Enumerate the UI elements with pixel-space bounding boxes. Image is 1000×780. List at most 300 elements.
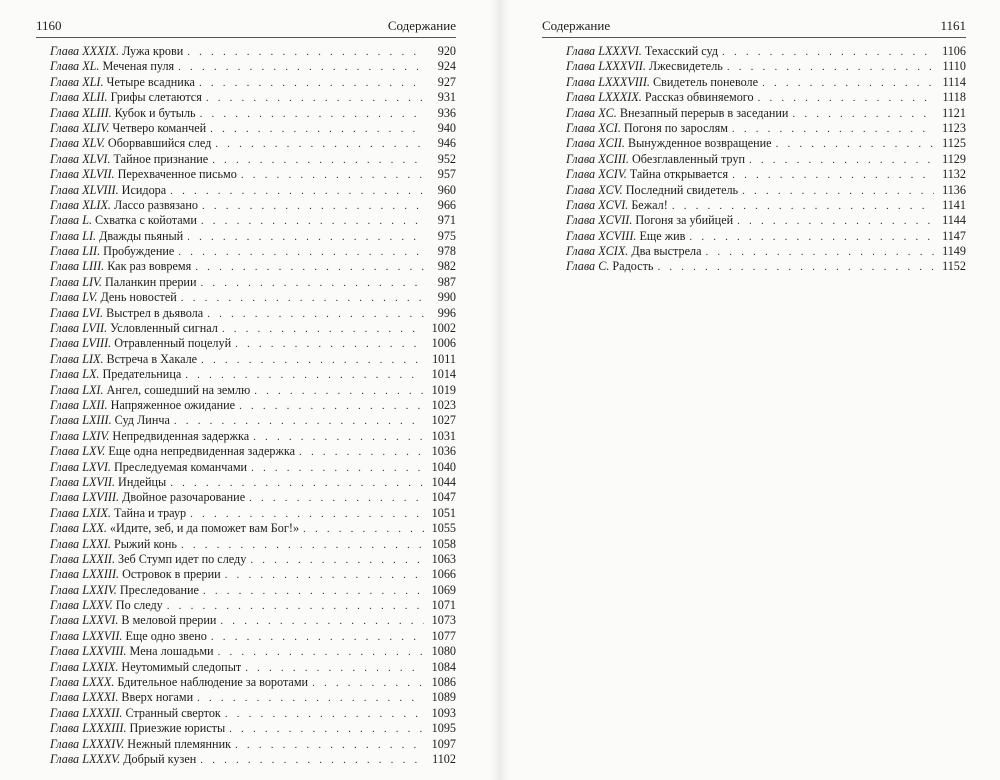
page-ref: 1066	[431, 567, 456, 582]
chapter-number: Глава LXVI.	[50, 459, 111, 474]
page-ref: 1106	[942, 44, 966, 58]
chapter-title: Приезжие юристы	[129, 721, 226, 736]
chapter-title: Напряженное ожидание	[110, 397, 236, 412]
chapter-number: Глава LI.	[50, 228, 97, 243]
page-ref: 1093	[431, 705, 456, 720]
chapter-title: Исидора	[121, 182, 167, 197]
dot-leader	[215, 137, 424, 152]
chapter-title: Зеб Стумп идет по следу	[118, 551, 247, 566]
toc-entry	[50, 737, 456, 752]
page-ref: 1123	[942, 120, 966, 135]
page-ref: 1031	[431, 428, 456, 443]
toc-entry	[50, 475, 456, 490]
toc-list	[566, 44, 966, 275]
page-ref: 1023	[431, 397, 456, 412]
chapter-number: Глава LXXI.	[50, 536, 111, 551]
page-ref: 924	[437, 59, 456, 74]
page-ref: 1080	[431, 644, 456, 659]
chapter-title: День новостей	[100, 290, 177, 305]
toc-list	[50, 44, 456, 767]
chapter-title: Четыре всадника	[106, 74, 195, 89]
dot-leader	[792, 107, 934, 122]
chapter-number: Глава XCIII.	[566, 151, 629, 166]
chapter-title: Еще одно звено	[125, 628, 207, 643]
toc-entry	[566, 244, 966, 259]
page-ref: 936	[437, 105, 456, 120]
toc-entry	[50, 121, 456, 136]
chapter-number: Глава LXXXV.	[50, 751, 121, 766]
dot-leader	[732, 168, 934, 183]
chapter-number: Глава LXXXIV.	[50, 736, 125, 751]
chapter-title: Как раз вовремя	[107, 259, 192, 274]
page-ref: 1073	[431, 613, 456, 628]
page-ref: 1095	[431, 721, 456, 736]
page-ref: 1149	[942, 244, 966, 259]
toc-entry	[50, 552, 456, 567]
chapter-number: Глава LXXXVIII.	[566, 74, 650, 89]
chapter-number: Глава XCI.	[566, 120, 621, 135]
toc-entry	[50, 752, 456, 767]
page-ref: 927	[437, 74, 456, 89]
dot-leader	[249, 491, 424, 506]
dot-leader	[195, 260, 424, 275]
dot-leader	[742, 184, 934, 199]
dot-leader	[201, 214, 424, 229]
chapter-title: Встреча в Хакале	[106, 351, 198, 366]
chapter-number: Глава LXXIII.	[50, 567, 120, 582]
dot-leader	[178, 245, 424, 260]
toc-entry	[50, 644, 456, 659]
page-ref: 1047	[431, 490, 456, 505]
toc-entry	[566, 121, 966, 136]
dot-leader	[167, 599, 424, 614]
chapter-number: Глава XLVI.	[50, 151, 111, 166]
toc-entry	[50, 629, 456, 644]
page-ref: 1089	[431, 690, 456, 705]
page-ref: 1055	[431, 521, 456, 536]
dot-leader	[239, 399, 424, 414]
chapter-number: Глава LXXXII.	[50, 705, 123, 720]
chapter-number: Глава XXXIX.	[50, 44, 120, 58]
chapter-number: Глава LVII.	[50, 321, 108, 336]
dot-leader	[218, 645, 424, 660]
toc-entry	[50, 136, 456, 151]
chapter-number: Глава LXXV.	[50, 598, 113, 613]
dot-leader	[749, 153, 934, 168]
dot-leader	[210, 122, 424, 137]
chapter-number: Глава XLI.	[50, 74, 104, 89]
chapter-number: Глава XLIX.	[50, 197, 111, 212]
chapter-title: Ангел, сошедший на землю	[106, 382, 251, 397]
chapter-title: Меченая пуля	[102, 59, 175, 74]
chapter-number: Глава XCV.	[566, 182, 623, 197]
page-ref: 1077	[431, 628, 456, 643]
chapter-title: Лассо развязано	[113, 197, 198, 212]
chapter-number: Глава LIV.	[50, 274, 102, 289]
chapter-title: Индейцы	[118, 474, 167, 489]
chapter-number: Глава XCVII.	[566, 213, 633, 228]
page-ref: 1102	[432, 751, 456, 766]
dot-leader	[200, 107, 424, 122]
page-ref: 966	[437, 197, 456, 212]
toc-entry	[50, 90, 456, 105]
chapter-title: Два выстрела	[631, 244, 702, 259]
chapter-number: Глава LXXIV.	[50, 582, 117, 597]
page-ref: 1002	[431, 321, 456, 336]
toc-entry	[50, 306, 456, 321]
toc-entry	[50, 75, 456, 90]
toc-entry	[50, 444, 456, 459]
toc-entry	[566, 198, 966, 213]
dot-leader	[706, 245, 935, 260]
toc-entry	[566, 152, 966, 167]
chapter-number: Глава XCII.	[566, 136, 625, 151]
chapter-number: Глава LIII.	[50, 259, 105, 274]
dot-leader	[732, 122, 934, 137]
dot-leader	[251, 461, 424, 476]
chapter-number: Глава LXXXI.	[50, 690, 119, 705]
page-ref: 1063	[431, 551, 456, 566]
page-ref: 1121	[942, 105, 966, 120]
dot-leader	[235, 738, 424, 753]
chapter-number: Глава LII.	[50, 244, 101, 259]
chapter-number: Глава LXIV.	[50, 428, 110, 443]
toc-entry	[50, 290, 456, 305]
chapter-title: Тайна открывается	[629, 167, 729, 182]
toc-entry	[50, 275, 456, 290]
chapter-number: Глава LXXX.	[50, 675, 115, 690]
dot-leader	[206, 91, 424, 106]
chapter-title: Тайна и траур	[113, 505, 187, 520]
chapter-title: Лжесвидетель	[648, 59, 723, 74]
chapter-title: Суд Линча	[114, 413, 170, 428]
toc-entry	[566, 229, 966, 244]
chapter-number: Глава LXII.	[50, 397, 108, 412]
page-ref: 952	[437, 151, 456, 166]
chapter-number: Глава LXI.	[50, 382, 104, 397]
dot-leader	[202, 199, 424, 214]
dot-leader	[212, 153, 424, 168]
dot-leader	[225, 568, 424, 583]
chapter-number: Глава LV.	[50, 290, 98, 305]
dot-leader	[689, 230, 934, 245]
chapter-title: Рассказ обвиняемого	[644, 90, 754, 105]
toc-entry	[50, 59, 456, 74]
toc-entry	[50, 690, 456, 705]
toc-entry	[566, 167, 966, 182]
chapter-title: Кубок и бутыль	[114, 105, 196, 120]
chapter-number: Глава LXXIX.	[50, 659, 119, 674]
right-page	[508, 0, 1000, 780]
dot-leader	[170, 476, 424, 491]
chapter-number: Глава L.	[50, 213, 93, 228]
toc-entry	[50, 167, 456, 182]
chapter-title: Выстрел в дьявола	[106, 305, 204, 320]
chapter-title: Непредвиденная задержка	[112, 428, 250, 443]
header-rule	[542, 37, 966, 38]
toc-entry	[50, 198, 456, 213]
page-ref: 1071	[431, 598, 456, 613]
page-ref: 1125	[942, 136, 966, 151]
chapter-title: Бежал!	[631, 197, 668, 212]
toc-entry	[50, 613, 456, 628]
chapter-number: Глава XLVIII.	[50, 182, 119, 197]
chapter-number: Глава LVI.	[50, 305, 104, 320]
dot-leader	[207, 307, 424, 322]
dot-leader	[200, 276, 424, 291]
dot-leader	[178, 60, 424, 75]
dot-leader	[776, 137, 934, 152]
dot-leader	[762, 76, 934, 91]
page-ref: 1011	[432, 351, 456, 366]
page-ref: 1147	[942, 228, 966, 243]
toc-entry	[50, 506, 456, 521]
dot-leader	[170, 184, 424, 199]
toc-entry	[566, 213, 966, 228]
page-ref: 971	[437, 213, 456, 228]
chapter-number: Глава XLVII.	[50, 167, 115, 182]
chapter-title: Свидетель поневоле	[652, 74, 759, 89]
left-page-header	[36, 18, 456, 34]
dot-leader	[254, 384, 424, 399]
toc-entry	[50, 413, 456, 428]
chapter-title: Перехваченное письмо	[117, 167, 237, 182]
chapter-title: Схватка с койотами	[95, 213, 197, 228]
dot-leader	[657, 260, 934, 275]
page-ref: 978	[437, 244, 456, 259]
running-title: Содержание	[387, 18, 456, 33]
chapter-title: Странный сверток	[125, 705, 221, 720]
chapter-title: Оборвавшийся след	[107, 136, 212, 151]
dot-leader	[299, 445, 424, 460]
chapter-title: Лужа крови	[122, 44, 184, 58]
toc-entry	[566, 44, 966, 59]
toc-entry	[50, 244, 456, 259]
dot-leader	[727, 60, 934, 75]
chapter-title: Добрый кузен	[123, 751, 197, 766]
page-ref: 1040	[431, 459, 456, 474]
page-ref: 1069	[431, 582, 456, 597]
dot-leader	[222, 322, 424, 337]
toc-entry	[566, 59, 966, 74]
dot-leader	[737, 214, 934, 229]
toc-entry	[50, 152, 456, 167]
toc-entry	[50, 106, 456, 121]
chapter-title: Дважды пьяный	[99, 228, 184, 243]
dot-leader	[312, 676, 424, 691]
toc-entry	[50, 537, 456, 552]
chapter-number: Глава C.	[566, 259, 610, 274]
page-ref: 987	[437, 274, 456, 289]
dot-leader	[245, 661, 424, 676]
page-ref: 1129	[942, 151, 966, 166]
dot-leader	[220, 614, 424, 629]
page-ref: 1141	[942, 197, 966, 212]
toc-entry	[50, 460, 456, 475]
chapter-title: Обезглавленный труп	[631, 151, 745, 166]
page-ref: 946	[437, 136, 456, 151]
dot-leader	[200, 753, 424, 768]
page-ref: 960	[437, 182, 456, 197]
chapter-number: Глава LX.	[50, 367, 100, 382]
toc-entry	[50, 675, 456, 690]
page-ref: 1014	[431, 367, 456, 382]
dot-leader	[181, 291, 424, 306]
chapter-number: Глава LXXXVI.	[566, 44, 642, 58]
chapter-number: Глава LXXXVII.	[566, 59, 646, 74]
dot-leader	[211, 630, 424, 645]
toc-entry	[50, 490, 456, 505]
toc-entry	[50, 183, 456, 198]
page-ref: 1136	[942, 182, 966, 197]
toc-entry	[566, 75, 966, 90]
page-ref: 1097	[431, 736, 456, 751]
chapter-title: Островок в прерии	[122, 567, 221, 582]
chapter-title: Радость	[612, 259, 654, 274]
toc-entry	[50, 398, 456, 413]
toc-entry	[566, 183, 966, 198]
page-ref: 1036	[431, 444, 456, 459]
page-ref: 957	[437, 167, 456, 182]
dot-leader	[174, 414, 424, 429]
chapter-number: Глава XLIII.	[50, 105, 112, 120]
toc-entry	[50, 598, 456, 613]
toc-entry	[566, 90, 966, 105]
toc-entry	[50, 567, 456, 582]
chapter-title: Двойное разочарование	[122, 490, 246, 505]
dot-leader	[250, 553, 424, 568]
page-ref: 931	[437, 90, 456, 105]
chapter-number: Глава LXXVII.	[50, 628, 123, 643]
chapter-title: Техасский суд	[644, 44, 719, 58]
toc-entry	[50, 229, 456, 244]
dot-leader	[758, 91, 934, 106]
toc-entry	[566, 259, 966, 274]
chapter-number: Глава LXVII.	[50, 474, 116, 489]
page-ref: 1132	[942, 167, 966, 182]
chapter-title: Преследование	[119, 582, 199, 597]
chapter-number: Глава LXXVIII.	[50, 644, 127, 659]
chapter-number: Глава LXXII.	[50, 551, 116, 566]
chapter-title: Четверо команчей	[112, 120, 207, 135]
chapter-title: В меловой прерии	[121, 613, 217, 628]
dot-leader	[253, 430, 424, 445]
chapter-title: Еще одна непредвиденная задержка	[108, 444, 296, 459]
toc-entry	[50, 321, 456, 336]
chapter-number: Глава XLV.	[50, 136, 105, 151]
page-ref: 996	[437, 305, 456, 320]
chapter-number: Глава XLIV.	[50, 120, 110, 135]
toc-entry	[50, 583, 456, 598]
toc-entry	[50, 383, 456, 398]
dot-leader	[197, 691, 424, 706]
page-number: 1161	[940, 18, 966, 33]
chapter-number: Глава XLII.	[50, 90, 108, 105]
chapter-title: Преследуемая команчами	[113, 459, 248, 474]
dot-leader	[303, 522, 424, 537]
chapter-number: Глава LXXXIII.	[50, 721, 127, 736]
chapter-number: Глава LIX.	[50, 351, 104, 366]
dot-leader	[190, 507, 424, 522]
page-ref: 1027	[431, 413, 456, 428]
right-page-header	[542, 18, 966, 34]
chapter-number: Глава LXXXIX.	[566, 90, 642, 105]
page-ref: 920	[437, 44, 456, 58]
page-ref: 1110	[942, 59, 966, 74]
chapter-title: Еще жив	[639, 228, 686, 243]
page-ref: 1019	[431, 382, 456, 397]
dot-leader	[241, 168, 424, 183]
left-page	[0, 0, 492, 780]
page-ref: 975	[437, 228, 456, 243]
dot-leader	[181, 538, 424, 553]
chapter-title: Бдительное наблюдение за воротами	[117, 675, 309, 690]
toc-entry	[50, 44, 456, 59]
chapter-number: Глава XCIV.	[566, 167, 627, 182]
page-ref: 1044	[431, 474, 456, 489]
toc-entry	[50, 721, 456, 736]
dot-leader	[185, 368, 424, 383]
chapter-title: Погоня за убийцей	[635, 213, 734, 228]
toc-entry	[50, 706, 456, 721]
chapter-number: Глава LXX.	[50, 521, 107, 536]
page-ref: 940	[437, 120, 456, 135]
dot-leader	[187, 45, 424, 60]
dot-leader	[201, 353, 424, 368]
page-ref: 982	[437, 259, 456, 274]
chapter-title: Паланкин прерии	[104, 274, 197, 289]
dot-leader	[199, 76, 424, 91]
toc-entry	[50, 521, 456, 536]
chapter-number: Глава LXVIII.	[50, 490, 120, 505]
dot-leader	[203, 584, 424, 599]
chapter-title: Мена лошадьми	[129, 644, 214, 659]
chapter-number: Глава LXIII.	[50, 413, 112, 428]
toc-entry	[566, 136, 966, 151]
toc-entry	[50, 352, 456, 367]
toc-entry	[50, 213, 456, 228]
page-ref: 1051	[431, 505, 456, 520]
chapter-number: Глава XCIX.	[566, 244, 629, 259]
dot-leader	[187, 230, 424, 245]
chapter-title: Пробуждение	[103, 244, 175, 259]
chapter-title: Нежный племянник	[127, 736, 232, 751]
chapter-number: Глава XCVI.	[566, 197, 629, 212]
toc-entry	[566, 106, 966, 121]
toc-entry	[50, 660, 456, 675]
chapter-number: Глава LXV.	[50, 444, 106, 459]
chapter-title: Рыжий конь	[113, 536, 177, 551]
chapter-title: «Идите, зеб, и да поможет вам Бог!»	[109, 521, 300, 536]
page-ref: 1118	[942, 90, 966, 105]
chapter-title: Отравленный поцелуй	[114, 336, 232, 351]
page-ref: 1152	[942, 259, 966, 274]
dot-leader	[672, 199, 934, 214]
page-ref: 1114	[942, 74, 966, 89]
chapter-title: Предательница	[102, 367, 182, 382]
chapter-title: Погоня по зарослям	[623, 120, 728, 135]
dot-leader	[235, 337, 424, 352]
chapter-title: Вверх ногами	[121, 690, 194, 705]
chapter-number: Глава XL.	[50, 59, 100, 74]
chapter-title: Тайное признание	[113, 151, 209, 166]
chapter-title: Вынужденное возвращение	[627, 136, 772, 151]
page-ref: 1144	[942, 213, 966, 228]
running-title: Содержание	[542, 18, 611, 33]
chapter-number: Глава LXIX.	[50, 505, 111, 520]
chapter-title: Условленный сигнал	[110, 321, 218, 336]
book-gutter	[490, 0, 510, 780]
